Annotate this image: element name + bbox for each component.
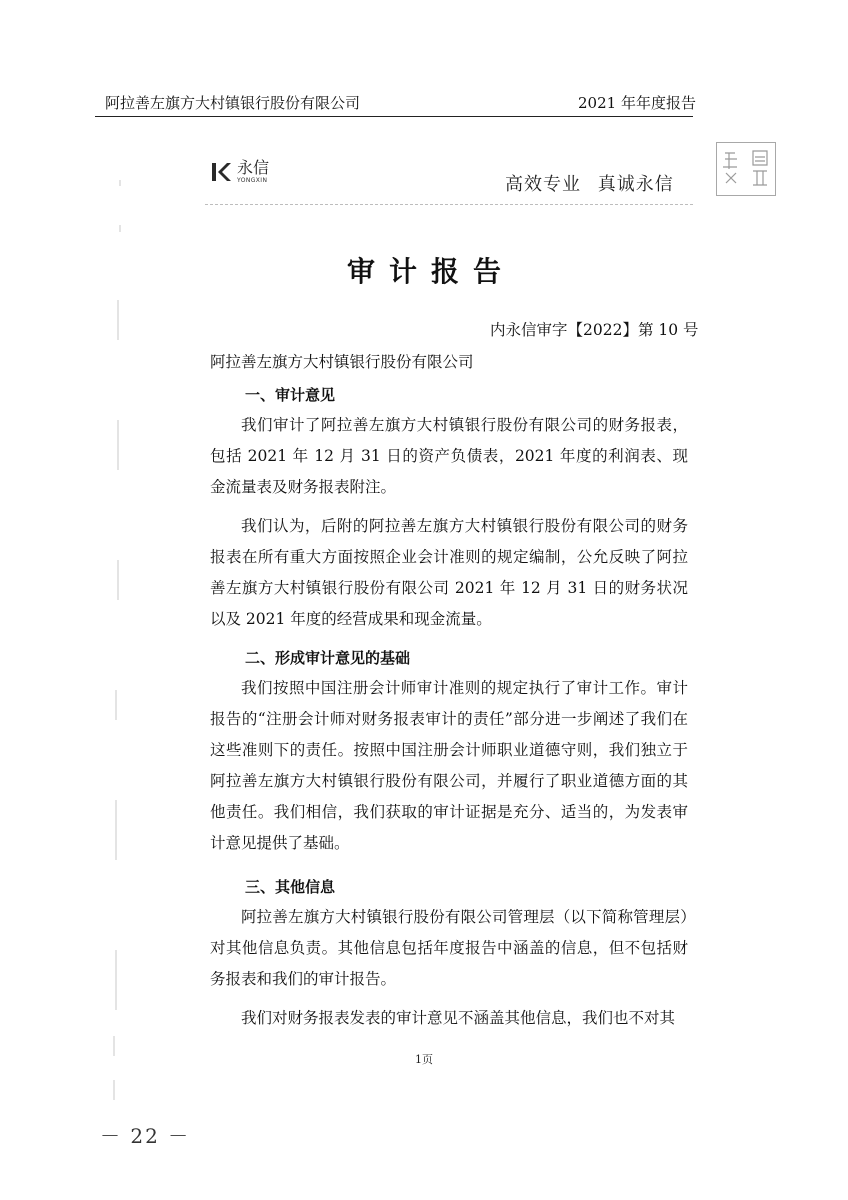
header-report-title: 2021 年年度报告 xyxy=(578,94,696,112)
header-rule xyxy=(95,116,693,117)
firm-slogan: 高效专业 真诚永信 xyxy=(505,174,674,195)
section-heading-other-info: 三、其他信息 xyxy=(245,878,336,896)
logo-cn-text: 永信 xyxy=(237,158,270,177)
seal-stamp xyxy=(716,142,776,196)
document-number: 内永信审字【2022】第 10 号 xyxy=(490,321,699,339)
paragraph-audit-opinion: 我们认为，后附的阿拉善左旗方大村镇银行股份有限公司的财务报表在所有重大方面按照企业会计准则的规定编制，公允反映了阿拉善左旗方大村镇银行股份有限公司 2021 年 12 月 31 日的财务状况以及 2021 年度的经营成果和现金流量。 xyxy=(210,517,688,628)
header-company: 阿拉善左旗方大村镇银行股份有限公司 xyxy=(105,94,361,112)
section-heading-audit-opinion: 一、审计意见 xyxy=(245,386,336,404)
addressee: 阿拉善左旗方大村镇银行股份有限公司 xyxy=(210,353,474,371)
page-title: 审计报告 xyxy=(346,255,515,288)
firm-logo xyxy=(210,160,269,184)
slogan-divider xyxy=(205,204,693,205)
logo-en-text: YONGXIN xyxy=(237,177,268,184)
section-heading-basis: 二、形成审计意见的基础 xyxy=(245,649,411,667)
paragraph-basis: 我们按照中国注册会计师审计准则的规定执行了审计工作。审计报告的“注册会计师对财务报表审计的责任”部分进一步阐述了我们在这些准则下的责任。按照中国注册会计师职业道德守则，我们独立于阿拉善左旗方大村镇银行股份有限公司，并履行了职业道德方面的其他责任。我们相信，我们获取的审计证据是充分、适当的，为发表审计意见提供了基础。 xyxy=(210,679,688,852)
inner-page-number: 1页 xyxy=(415,1053,433,1066)
seal-stamp-icon xyxy=(717,143,775,195)
paragraph-audit-scope: 我们审计了阿拉善左旗方大村镇银行股份有限公司的财务报表，包括 2021 年 12 月 31 日的资产负债表，2021 年度的利润表、现金流量表及财务报表附注。 xyxy=(210,416,688,496)
paragraph-other-info: 阿拉善左旗方大村镇银行股份有限公司管理层（以下简称管理层）对其他信息负责。其他信息包括年度报告中涵盖的信息，但不包括财务报表和我们的审计报告。 xyxy=(210,908,688,988)
outer-page-number: － 22 － xyxy=(100,1124,191,1148)
paragraph-other-info-opinion: 我们对财务报表发表的审计意见不涵盖其他信息，我们也不对其 xyxy=(241,1009,676,1027)
yongxin-logo-icon xyxy=(210,160,234,184)
